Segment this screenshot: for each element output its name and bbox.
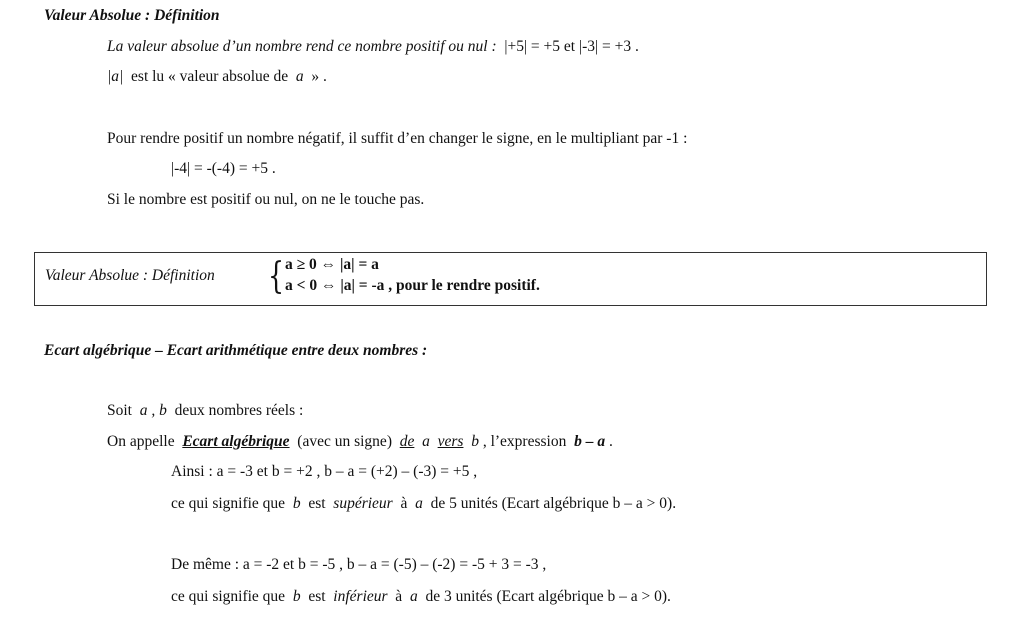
abs-a-notation: |a|	[107, 68, 124, 85]
avec-signe: (avec un signe)	[297, 433, 392, 450]
example-1-line-2	[171, 494, 676, 514]
vers-word: vers	[437, 433, 464, 450]
read-as-text: est lu « valeur absolue de	[131, 68, 289, 85]
appelle-line	[107, 432, 613, 452]
expression-word: , l’expression	[482, 433, 567, 450]
section-title-ecart: Ecart algébrique – Ecart arithmétique entre deux nombres :	[44, 342, 428, 359]
ecart-algebrique-term: Ecart algébrique	[182, 433, 290, 450]
est-word: est	[308, 495, 326, 512]
var-b: b	[292, 588, 301, 605]
box-title: Valeur Absolue : Définition	[45, 267, 215, 284]
units-text: de 3 unités (Ecart algébrique b – a > 0).	[425, 588, 671, 605]
inferieur-word: inférieur	[333, 588, 388, 605]
signifie-text: ce qui signifie que	[171, 588, 286, 605]
var-a: a	[295, 68, 304, 85]
definition-box	[34, 252, 987, 306]
est-word: est	[308, 588, 326, 605]
section-title-valeur-absolue: Valeur Absolue : Définition	[44, 7, 220, 24]
box-condition-1: a ≥ 0 ⇔ |a| = a	[285, 256, 379, 273]
vars-ab: a , b	[139, 402, 167, 419]
var-a: a	[422, 433, 430, 450]
negative-rule-line: Pour rendre positif un nombre négatif, il suffit d’en changer le signe, en le multipliant par -1 :	[107, 130, 688, 147]
var-a: a	[409, 588, 418, 605]
var-b: b	[471, 433, 479, 450]
appelle-word: On appelle	[107, 433, 175, 450]
example-2-line-1: De même : a = -2 et b = -5 , b – a = (-5) – (-2) = -5 + 3 = -3 ,	[171, 556, 547, 573]
soit-word: Soit	[107, 402, 132, 419]
soit-line	[107, 401, 303, 421]
negative-example-line: |-4| = -(-4) = +5 .	[171, 160, 276, 177]
brace: {	[268, 256, 285, 297]
a-word: à	[400, 495, 408, 512]
close-quote: » .	[311, 68, 327, 85]
definition-line-2	[107, 67, 327, 87]
definition-text: La valeur absolue d’un nombre rend ce nombre positif ou nul :	[107, 38, 497, 55]
example-2-line-2	[171, 587, 671, 607]
units-text: de 5 unités (Ecart algébrique b – a > 0).	[430, 495, 677, 512]
period: .	[608, 433, 613, 450]
signifie-text: ce qui signifie que	[171, 495, 286, 512]
example-1-line-1: Ainsi : a = -3 et b = +2 , b – a = (+2) – (-3) = +5 ,	[171, 463, 478, 480]
var-b: b	[292, 495, 301, 512]
b-minus-a: b – a	[574, 433, 606, 450]
var-a: a	[415, 495, 423, 512]
superieur-word: supérieur	[333, 495, 393, 512]
a-word: à	[395, 588, 403, 605]
definition-example: |+5| = +5 et |-3| = +3 .	[504, 38, 639, 55]
soit-rest: deux nombres réels :	[174, 402, 304, 419]
positive-rule-line: Si le nombre est positif ou nul, on ne le touche pas.	[107, 191, 425, 208]
definition-line-1	[107, 37, 639, 57]
de-word: de	[399, 433, 415, 450]
box-condition-2: a < 0 ⇔ |a| = -a , pour le rendre positif.	[285, 277, 540, 294]
